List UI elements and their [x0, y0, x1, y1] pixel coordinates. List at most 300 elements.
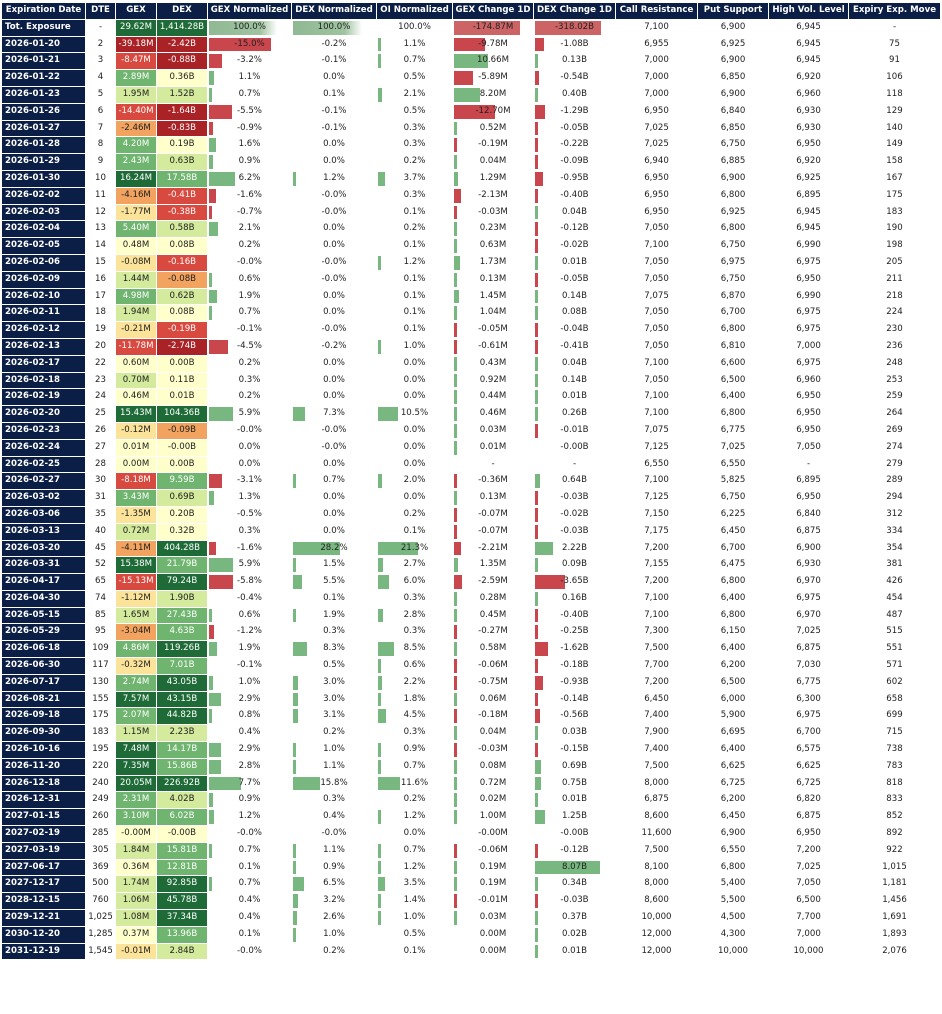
expiry-exp-move: 892: [886, 828, 903, 839]
oi-normalized-bar: [378, 743, 381, 757]
dex-normalized-value: 0.9%: [323, 861, 345, 872]
oi-normalized-value: 4.5%: [403, 710, 426, 721]
dex-normalized-value: 0.0%: [323, 290, 345, 301]
gex-change-1d-bar: [454, 290, 459, 304]
call-resistance: 6,950: [644, 172, 669, 183]
dex-normalized: [292, 305, 376, 321]
gex-change-1d-bar: [454, 525, 457, 539]
gex-change-1d: [453, 541, 533, 557]
gex-change-1d-value: -0.27M: [478, 626, 508, 637]
gex-change-1d-value: 0.43M: [479, 357, 507, 368]
dex-normalized: [292, 457, 376, 473]
column-header-gex[interactable]: GEX: [116, 3, 156, 19]
expiry-exp-move: 852: [886, 811, 903, 822]
dte-cell: 195: [92, 744, 109, 755]
table-row: [2, 389, 940, 405]
dex-change-1d-value: -0.02B: [560, 240, 589, 251]
dex-normalized: [292, 272, 376, 288]
gex-change-1d: [453, 238, 533, 254]
put-support: 6,870: [720, 290, 746, 301]
dex-change-1d: [534, 373, 615, 389]
column-header-high-vol-level[interactable]: High Vol. Level: [769, 3, 848, 19]
dex-change-1d-value: -0.40B: [560, 189, 589, 200]
gex-normalized-value: 0.6%: [238, 609, 261, 620]
high-vol-level: 6,975: [796, 592, 821, 603]
gex-cell: 0.70M: [116, 373, 156, 389]
gex-normalized-value: -5.5%: [237, 105, 262, 116]
expiry-exp-move: 818: [886, 777, 903, 788]
put-support: 6,850: [720, 122, 746, 133]
put-support: 6,750: [720, 139, 746, 150]
call-resistance: 12,000: [641, 945, 672, 956]
dex-change-1d-bar: [535, 222, 538, 236]
dex-change-1d: [534, 221, 615, 237]
oi-normalized-value: 2.7%: [403, 559, 426, 570]
call-resistance: 6,955: [644, 38, 669, 49]
oi-normalized-value: 21.3%: [400, 542, 429, 553]
gex-normalized: [208, 944, 291, 960]
high-vol-level: 6,950: [796, 391, 821, 402]
put-support: 6,800: [720, 189, 746, 200]
dex-normalized: [292, 490, 376, 506]
oi-normalized: [377, 137, 452, 153]
dex-normalized-value: -0.0%: [321, 256, 347, 267]
expiry-exp-move: 190: [886, 223, 903, 234]
gex-change-1d-value: 0.00M: [479, 928, 507, 939]
dex-cell: 4.63B: [157, 624, 207, 640]
expiration-date: 2026-02-25: [2, 457, 85, 473]
dex-normalized-bar: [293, 558, 296, 572]
dex-cell: 1.90B: [157, 591, 207, 607]
gex-cell: 1.15M: [116, 725, 156, 741]
gex-change-1d-bar: [454, 340, 457, 354]
oi-normalized: [377, 524, 452, 540]
gex-normalized-bar: [209, 709, 212, 723]
call-resistance: 7,700: [644, 660, 669, 671]
gex-normalized-bar: [209, 71, 214, 85]
call-resistance: 7,500: [644, 760, 669, 771]
gex-normalized-bar: [209, 88, 212, 102]
oi-normalized-value: 0.5%: [403, 928, 426, 939]
column-header-gex-change-1d[interactable]: GEX Change 1D: [453, 3, 533, 19]
dex-normalized: [292, 406, 376, 422]
dte-cell: 155: [92, 693, 109, 704]
high-vol-level: 6,925: [796, 172, 821, 183]
dte-cell: 74: [95, 592, 106, 603]
high-vol-level: 6,990: [796, 290, 821, 301]
dte-cell: 2: [97, 38, 104, 49]
expiration-date: 2026-03-02: [2, 490, 85, 506]
gex-change-1d-value: 0.04M: [479, 727, 507, 738]
dte-cell: 15: [95, 256, 106, 267]
dex-normalized: [292, 927, 376, 943]
gex-change-1d-value: 0.23M: [479, 223, 507, 234]
call-resistance: 8,600: [644, 895, 669, 906]
dte-cell: 249: [92, 794, 109, 805]
gex-normalized: [208, 205, 291, 221]
oi-normalized-bar: [378, 810, 381, 824]
gex-cell: 0.46M: [116, 389, 156, 405]
call-resistance: 7,400: [644, 710, 669, 721]
expiration-date: 2026-02-06: [2, 255, 85, 271]
dex-change-1d: [534, 742, 615, 758]
table-row: [2, 944, 940, 960]
dex-normalized-bar: [293, 407, 305, 421]
table-row: [2, 373, 940, 389]
gex-normalized: [208, 255, 291, 271]
dex-cell: 37.34B: [157, 910, 207, 926]
dex-normalized-value: 3.2%: [323, 895, 345, 906]
gex-cell: 0.48M: [116, 238, 156, 254]
expiration-date: 2027-02-19: [2, 826, 85, 842]
dex-cell: 0.20B: [157, 507, 207, 523]
gex-change-1d-value: 0.02M: [479, 794, 507, 805]
gex-normalized-value: 5.9%: [238, 408, 261, 419]
high-vol-level: 6,975: [796, 307, 821, 318]
dex-normalized-value: 0.1%: [323, 592, 345, 603]
column-header-call-resistance[interactable]: Call Resistance: [616, 3, 697, 19]
gex-change-1d-bar: [454, 558, 458, 572]
expiration-date: 2026-01-28: [2, 137, 85, 153]
high-vol-level: 6,975: [796, 710, 821, 721]
gex-normalized: [208, 272, 291, 288]
call-resistance: 7,175: [644, 525, 669, 536]
dex-change-1d-bar: [535, 491, 538, 505]
call-resistance: 6,875: [644, 794, 669, 805]
dex-cell: -1.64B: [157, 104, 207, 120]
gex-change-1d: [453, 406, 533, 422]
expiry-exp-move: 487: [886, 609, 903, 620]
expiry-exp-move: 274: [886, 441, 903, 452]
put-support: 4,500: [720, 912, 746, 923]
put-support: 6,550: [720, 458, 746, 469]
gex-change-1d-value: 0.04M: [479, 156, 507, 167]
oi-normalized-bar: [378, 474, 382, 488]
dte-cell: 14: [95, 240, 106, 251]
dex-change-1d: [534, 860, 615, 876]
gex-normalized-value: -0.1%: [237, 660, 262, 671]
expiration-date: 2026-02-05: [2, 238, 85, 254]
gex-change-1d-value: 0.46M: [479, 408, 507, 419]
high-vol-level: 6,945: [796, 55, 821, 66]
gex-normalized-bar: [209, 625, 214, 639]
put-support: 5,825: [720, 475, 746, 486]
oi-normalized-value: 0.1%: [403, 290, 426, 301]
table-row: [2, 927, 940, 943]
column-header-gex-normalized[interactable]: GEX Normalized: [208, 3, 291, 19]
dex-normalized: [292, 557, 376, 573]
dex-change-1d: [534, 322, 615, 338]
dex-change-1d-bar: [535, 508, 538, 522]
dex-normalized-bar: [293, 609, 296, 623]
gex-change-1d-value: 0.19M: [479, 861, 507, 872]
gex-change-1d: [453, 356, 533, 372]
dex-change-1d-value: 0.01B: [561, 391, 588, 402]
put-support: 7,025: [720, 441, 746, 452]
expiration-date: 2027-01-15: [2, 809, 85, 825]
dte-cell: 18: [95, 307, 106, 318]
expiration-date: 2026-01-26: [2, 104, 85, 120]
call-resistance: 8,000: [644, 878, 669, 889]
dte-cell: 6: [97, 105, 104, 116]
gex-normalized: [208, 70, 291, 86]
dex-normalized-value: 0.0%: [323, 223, 345, 234]
column-header-oi-normalized[interactable]: OI Normalized: [377, 3, 452, 19]
dex-cell: 43.15B: [157, 692, 207, 708]
gex-change-1d: [453, 221, 533, 237]
dex-change-1d: [534, 305, 615, 321]
gex-cell: 1.95M: [116, 87, 156, 103]
oi-normalized: [377, 843, 452, 859]
expiry-exp-move: 230: [886, 324, 903, 335]
expiry-exp-move: 129: [886, 105, 903, 116]
dex-normalized-bar: [293, 861, 296, 875]
dex-cell: 0.08B: [157, 238, 207, 254]
dex-normalized: [292, 524, 376, 540]
gex-change-1d-value: -0.61M: [478, 340, 508, 351]
gex-normalized: [208, 725, 291, 741]
gex-normalized-value: 2.9%: [238, 693, 261, 704]
gex-normalized-bar: [209, 760, 221, 774]
table-row: [2, 490, 940, 506]
dex-cell: 79.24B: [157, 574, 207, 590]
total-exposure-row: [2, 20, 940, 36]
high-vol-level: 6,920: [796, 72, 821, 83]
gex-cell: 0.01M: [116, 440, 156, 456]
dex-change-1d-value: 0.13B: [561, 55, 588, 66]
gex-normalized: [208, 305, 291, 321]
dex-normalized-value: 0.0%: [323, 374, 345, 385]
call-resistance: 7,100: [644, 357, 669, 368]
dex-change-1d: [534, 154, 615, 170]
column-header-dex[interactable]: DEX: [157, 3, 207, 19]
dex-cell: -0.83B: [157, 121, 207, 137]
gex-change-1d: [453, 20, 533, 36]
dex-change-1d-bar: [535, 340, 538, 354]
expiration-date: 2028-12-15: [2, 893, 85, 909]
oi-normalized-value: 0.2%: [403, 508, 426, 519]
dex-change-1d-bar: [535, 693, 538, 707]
dex-change-1d: [534, 188, 615, 204]
dex-change-1d-value: -0.00B: [560, 441, 589, 452]
dex-change-1d-bar: [535, 609, 538, 623]
gex-normalized-value: 0.9%: [238, 156, 261, 167]
gex-normalized: [208, 860, 291, 876]
dex-change-1d-bar: [535, 659, 538, 673]
gex-change-1d: [453, 944, 533, 960]
gex-change-1d-value: 0.19M: [479, 878, 507, 889]
high-vol-level: 6,950: [796, 408, 821, 419]
table-row: [2, 221, 940, 237]
gex-normalized: [208, 289, 291, 305]
put-support: 6,550: [720, 844, 746, 855]
call-resistance: 12,000: [641, 928, 672, 939]
gex-cell: -8.18M: [116, 473, 156, 489]
high-vol-level: 7,025: [796, 861, 821, 872]
gex-change-1d-bar: [454, 659, 457, 673]
oi-normalized-value: 0.5%: [403, 105, 426, 116]
dex-change-1d-value: 0.26B: [561, 408, 588, 419]
dex-change-1d: [534, 339, 615, 355]
dex-change-1d-bar: [535, 793, 538, 807]
oi-normalized-value: 0.0%: [403, 391, 426, 402]
high-vol-level: 6,950: [796, 424, 821, 435]
gex-change-1d: [453, 809, 533, 825]
dex-cell: 2.23B: [157, 725, 207, 741]
expiration-date: 2026-08-21: [2, 692, 85, 708]
dex-change-1d: [534, 490, 615, 506]
gex-normalized: [208, 608, 291, 624]
expiry-exp-move: 259: [886, 391, 903, 402]
oi-normalized: [377, 876, 452, 892]
put-support: 6,975: [720, 256, 746, 267]
table-row: [2, 104, 940, 120]
expiry-exp-move: 140: [886, 122, 903, 133]
dex-change-1d-value: -0.22B: [560, 139, 589, 150]
gex-normalized-bar: [209, 810, 214, 824]
high-vol-level: 7,030: [796, 660, 821, 671]
gex-normalized-bar: [209, 407, 233, 421]
gex-cell: 29.62M: [116, 20, 156, 36]
oi-normalized: [377, 708, 452, 724]
dex-cell: 27.43B: [157, 608, 207, 624]
dex-normalized-value: 0.0%: [323, 391, 345, 402]
oi-normalized: [377, 557, 452, 573]
expiration-date: 2026-02-10: [2, 289, 85, 305]
oi-normalized: [377, 490, 452, 506]
gex-cell: -0.00M: [116, 826, 156, 842]
gex-normalized-value: 0.4%: [238, 912, 261, 923]
expiry-exp-move: 183: [886, 206, 903, 217]
dex-normalized: [292, 205, 376, 221]
dex-cell: -0.00B: [157, 440, 207, 456]
gex-normalized-value: 0.9%: [238, 794, 261, 805]
gex-change-1d: [453, 507, 533, 523]
put-support: 6,840: [720, 105, 746, 116]
gex-normalized-value: 0.4%: [238, 727, 261, 738]
gex-cell: 3.10M: [116, 809, 156, 825]
dex-change-1d-value: -0.12B: [560, 223, 589, 234]
put-support: 6,600: [720, 357, 746, 368]
gex-normalized-value: -5.8%: [237, 576, 262, 587]
dex-change-1d-value: -0.03B: [560, 492, 589, 503]
gex-change-1d-bar: [454, 172, 458, 186]
expiry-exp-move: 783: [886, 760, 903, 771]
dex-normalized: [292, 188, 376, 204]
dex-cell: 0.00B: [157, 356, 207, 372]
column-header-dex-change-1d[interactable]: DEX Change 1D: [534, 3, 615, 19]
dex-cell: 15.86B: [157, 759, 207, 775]
high-vol-level: 6,875: [796, 643, 821, 654]
expiry-exp-move: 91: [889, 55, 900, 66]
table-row: [2, 440, 940, 456]
dex-change-1d-value: -318.02B: [554, 21, 595, 32]
dex-change-1d-bar: [535, 928, 538, 942]
put-support: 6,800: [720, 223, 746, 234]
gex-normalized: [208, 641, 291, 657]
dex-change-1d-value: -0.12B: [560, 844, 589, 855]
gex-change-1d-bar: [454, 777, 457, 791]
dex-cell: 6.02B: [157, 809, 207, 825]
column-header-expiration-date[interactable]: Expiration Date: [2, 3, 85, 19]
oi-normalized-value: 0.0%: [403, 441, 426, 452]
dex-cell: 404.28B: [157, 541, 207, 557]
put-support: 6,200: [720, 794, 746, 805]
call-resistance: 7,500: [644, 643, 669, 654]
dex-cell: -2.42B: [157, 37, 207, 53]
gex-normalized-value: 1.2%: [238, 811, 261, 822]
dte-cell: 26: [95, 424, 106, 435]
gex-change-1d-value: -0.06M: [478, 844, 508, 855]
call-resistance: 7,050: [644, 273, 669, 284]
expiration-date: 2026-02-17: [2, 356, 85, 372]
gex-normalized-bar: [209, 642, 217, 656]
gex-normalized-bar: [209, 575, 233, 589]
dte-cell: 30: [95, 475, 106, 486]
put-support: 6,450: [720, 811, 746, 822]
oi-normalized-bar: [378, 340, 381, 354]
call-resistance: 6,950: [644, 206, 669, 217]
high-vol-level: 6,875: [796, 811, 821, 822]
oi-normalized: [377, 305, 452, 321]
dex-change-1d-value: 0.03B: [561, 727, 588, 738]
oi-normalized-value: 0.3%: [403, 727, 426, 738]
dex-normalized: [292, 154, 376, 170]
put-support: 6,475: [720, 559, 746, 570]
put-support: 6,800: [720, 576, 746, 587]
dex-normalized: [292, 692, 376, 708]
dte-cell: 11: [95, 189, 106, 200]
dte-cell: 85: [95, 609, 106, 620]
dex-normalized-value: -0.0%: [321, 324, 347, 335]
oi-normalized-value: 1.0%: [403, 912, 426, 923]
gex-normalized: [208, 238, 291, 254]
oi-normalized: 100.0%: [398, 21, 431, 32]
dex-change-1d-value: -0.54B: [560, 72, 589, 83]
column-header-dex-normalized[interactable]: DEX Normalized: [292, 3, 376, 19]
dex-change-1d-value: 0.69B: [561, 760, 588, 771]
gex-cell: -11.78M: [116, 339, 156, 355]
oi-normalized: [377, 742, 452, 758]
gex-cell: -0.08M: [116, 255, 156, 271]
put-support: 6,750: [720, 273, 746, 284]
gex-cell: 7.57M: [116, 692, 156, 708]
high-vol-level: 6,970: [796, 609, 821, 620]
expiration-date: 2026-12-18: [2, 776, 85, 792]
gex-normalized-value: 5.9%: [238, 559, 261, 570]
call-resistance: 11,600: [641, 828, 672, 839]
oi-normalized: [377, 457, 452, 473]
high-vol-level: 7,000: [796, 340, 821, 351]
column-header-expiry-exp-move[interactable]: Expiry Exp. Move: [849, 3, 940, 19]
high-vol-level: 6,820: [796, 794, 821, 805]
column-header-dte[interactable]: DTE: [86, 3, 115, 19]
expiration-date: 2026-03-13: [2, 524, 85, 540]
call-resistance: 6,950: [644, 189, 669, 200]
gex-change-1d: [453, 658, 533, 674]
gex-normalized: [208, 658, 291, 674]
oi-normalized-value: 0.2%: [403, 156, 426, 167]
put-support: 6,900: [720, 88, 746, 99]
dex-change-1d: [534, 624, 615, 640]
table-row: [2, 759, 940, 775]
expiry-exp-move: -: [892, 21, 897, 32]
gex-normalized-value: 0.6%: [238, 273, 261, 284]
column-header-put-support[interactable]: Put Support: [698, 3, 768, 19]
table-row: [2, 305, 940, 321]
oi-normalized-value: 0.3%: [403, 139, 426, 150]
high-vol-level: 6,950: [796, 828, 821, 839]
